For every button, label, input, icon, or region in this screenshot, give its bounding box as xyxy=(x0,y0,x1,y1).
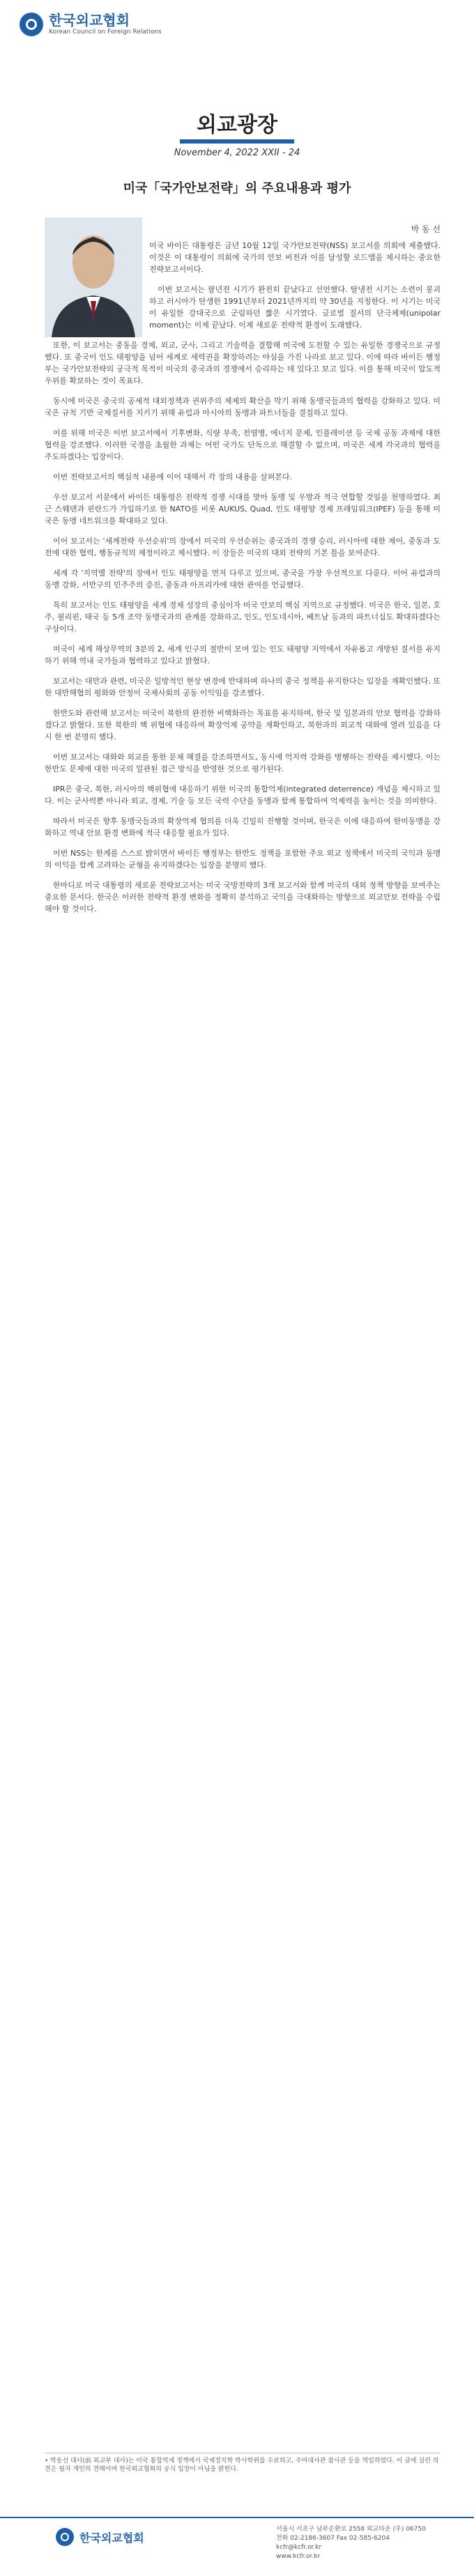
org-emblem-icon xyxy=(20,13,43,36)
issue-banner xyxy=(0,111,474,158)
article-paragraph: 미국이 세계 해상무역의 3분의 2, 세계 인구의 절반이 모여 있는 인도 태평양 지역에서 자유롭고 개방된 질서를 유지하기 위해 역내 국가들과 협력하고 있다고 밝혔다. xyxy=(45,645,441,665)
publication-title: 외교광장 xyxy=(180,111,294,144)
newsletter-footer xyxy=(0,2517,474,2560)
article-paragraph: 이번 전략보고서의 핵심적 내용에 이어 대해서 각 장의 내용을 살펴본다. xyxy=(53,472,293,481)
org-name-ko: 한국외교협회 xyxy=(49,12,130,29)
article-paragraph: 보고서는 대만과 관련, 미국은 일방적인 현상 변경에 반대하며 하나의 중국 정책을 유지한다는 입장을 재확인했다. 또한 대만해협의 평화와 안정이 국제사회의 공동 이익임을 강조했다. xyxy=(45,677,441,697)
article-paragraph: 이번 NSS는 한계를 스스로 밝히면서 바이든 행정부는 한반도 정책을 포함한 주요 외교 정책에서 미국의 국익과 동맹의 이익을 함께 고려하는 균형을 유지하겠다는 입장을 분명히 했다. xyxy=(45,849,441,870)
author-footnote: • 박동선 대사(前 외교부 대사)는 미국 통합억제 정책에서 국제정치학 박사학위를 수료하고, 주미대사관 참사관 등을 역임하였다. 이 글에 실린 의견은 필자 개인의 견해이며 한국외교협회의 공식 입장이 아님을 밝힌다. xyxy=(45,2458,439,2473)
article-paragraph: 특히 보고서는 인도 태평양을 세계 경제 성장의 중심이자 미국 안보의 핵심 지역으로 규정했다. 미국은 한국, 일본, 호주, 필리핀, 태국 등 5개 조약 동맹국과의 관계를 강화하고, 인도, 인도네시아, 베트남 등과의 파트너십도 확대하겠다는 구상이다. xyxy=(45,601,441,633)
article-body xyxy=(45,240,441,923)
article-title: 미국「국가안보전략」의 주요내용과 평가 xyxy=(123,181,351,196)
org-name xyxy=(49,13,162,36)
org-logo xyxy=(20,13,162,36)
article-paragraph: 우선 보고서 서문에서 바이든 대통령은 전략적 경쟁 시대를 맞아 동맹 및 우방과 적극 연합할 것임을 천명하였다. 최근 스웨덴과 핀란드가 가입하기로 한 NATO를 비롯 AUKUS, Quad, 인도 태평양 경제 프레임워크(IPEF) 등을 통해 미국은 동맹 네트워크를 확대하고 있다. xyxy=(45,493,441,525)
article-paragraph: 한마디로 미국 대통령의 새로운 전략보고서는 미국 국방전략의 3개 보고서와 함께 미국의 대외 정책 방향을 보여주는 중요한 문서다. 한국은 이러한 전략적 환경 변화를 정확히 분석하고 국익을 극대화하는 방향으로 외교안보 전략을 수립해야 할 것이다. xyxy=(45,881,441,913)
footer-emblem-icon xyxy=(56,2528,74,2546)
footer-contact xyxy=(276,2525,426,2561)
author-name: 박 동 선 xyxy=(411,224,441,234)
footer-address: 서울시 서초구 남부순환로 2558 외교타운 (우) 06750 xyxy=(276,2526,426,2533)
article-paragraph: 이번 보고서는 대화와 외교를 통한 문제 해결을 강조하면서도, 동시에 억지력 강화를 병행하는 전략을 제시했다. 이는 한반도 문제에 대한 미국의 일관된 접근 방식을 반영한 것으로 평가된다. xyxy=(45,753,441,773)
article-paragraph: IPR은 중국, 북한, 러시아의 핵위협에 대응하기 위한 미국의 통합억제(integrated deterrence) 개념을 제시하고 있다. 이는 군사력뿐 아니라 외교, 경제, 기술 등 모든 국력 수단을 동맹과 함께 통합하여 억제력을 높이는 것을 의미한다. xyxy=(45,785,441,805)
article-paragraph: 세계 각 '지역별 전략'의 장에서 인도 태평양을 먼저 다루고 있으며, 중국을 가장 우선적으로 다룬다. 이어 유럽과의 동맹 강화, 서반구의 민주주의 증진, 중동과 아프리카에 대한 관여를 언급했다. xyxy=(45,569,441,589)
article-paragraph: 이번 보고서는 팔년전 시기가 완전히 끝났다고 선언했다. 탈냉전 시기는 소련이 붕괴하고 러시아가 탄생한 1991년부터 2021년까지의 약 30년을 지칭한다. 이 시기는 미국이 유일한 강대국으로 군림하던 짧은 시기였다. 글로벌 질서의 단극체제(unipolar moment)는 이제 끝났다. 이제 새로운 전략적 환경이 도래했다. xyxy=(149,285,441,330)
footer-url[interactable]: www.kcfr.or.kr xyxy=(276,2553,321,2560)
footer-phone: 전화 02-2186-3607 Fax 02-585-6204 xyxy=(276,2535,390,2542)
article-paragraph: 따라서 미국은 향후 동맹국들과의 확장억제 협의를 더욱 긴밀히 진행할 것이며, 한국은 이에 대응하여 한미동맹을 강화하고 역내 안보 환경 변화에 적극 대응할 필요가 있다. xyxy=(45,817,441,838)
article-paragraph: 이어 보고서는 '세계전략 우선순위'의 장에서 미국의 우선순위는 중국과의 경쟁 승리, 러시아에 대한 제어, 중동과 도전에 대한 협력, 행동규칙의 제정이라고 제시했다. 이 장들은 미국의 대외 전략의 기본 틀을 보여준다. xyxy=(45,537,441,557)
article-paragraph: 미국 바이든 대통령은 금년 10월 12일 국가안보전략(NSS) 보고서를 의회에 제출했다. 이것은 이 대통령이 의회에 국가의 안보 비전과 이를 달성할 로드맵을 제시하는 중요한 전략보고서이다. xyxy=(149,241,441,274)
org-name-en: Korean Council on Foreign Relations xyxy=(49,29,162,36)
issue-date: November 4, 2022 XXII - 24 xyxy=(174,148,300,158)
footer-logo xyxy=(56,2528,144,2546)
footer-email[interactable]: kcfr@kcfr.or.kr xyxy=(276,2544,322,2551)
article-paragraph: 또한, 이 보고서는 중동을 경제, 외교, 군사, 그리고 기술력을 결합해 미국에 도전할 수 있는 유일한 경쟁국으로 규정했다. 또 중국이 인도 태평양을 넘어 세계로 세력권을 확장하려는 야심을 가진 나라로 보고 있다. 이에 따라 바이든 행정부는 국가안보전략의 궁극적 목적이 미국의 중국과의 경쟁에서 승리하는 데 있다고 보고 있다. 이를 통해 미국이 압도적 우위를 확보하는 것이 목표다. xyxy=(45,341,441,385)
newsletter-header xyxy=(0,0,474,203)
article-paragraph: 한반도와 관련해 보고서는 미국이 북한의 완전한 비핵화라는 목표를 유지하며, 한국 및 일본과의 안보 협력을 강화하겠다고 밝혔다. 또한 북한의 핵 위협에 대응하여 확장억제 공약을 재확인하고, 북한과의 외교적 대화에 열려 있음을 다시 한 번 분명히 했다. xyxy=(45,709,441,741)
article-paragraph: 이를 위해 미국은 이번 보고서에서 기후변화, 식량 부족, 전염병, 에너지 문제, 인플레이션 등 국제 공동 과제에 대한 협력을 강조했다. 이러한 국경을 초월한 과제는 어떤 국가도 단독으로 해결할 수 없으며, 미국은 세계 각국과의 협력을 주도하겠다는 입장이다. xyxy=(45,429,441,461)
footer-org-name: 한국외교협회 xyxy=(79,2531,144,2545)
article-paragraph: 동시에 미국은 중국의 공세적 대외정책과 권위주의 체제의 확산을 막기 위해 동맹국들과의 협력을 강화하고 있다. 미국은 규칙 기반 국제질서를 지키기 위해 유럽과 아시아의 동맹과 파트너들을 결집하고 있다. xyxy=(45,396,441,417)
